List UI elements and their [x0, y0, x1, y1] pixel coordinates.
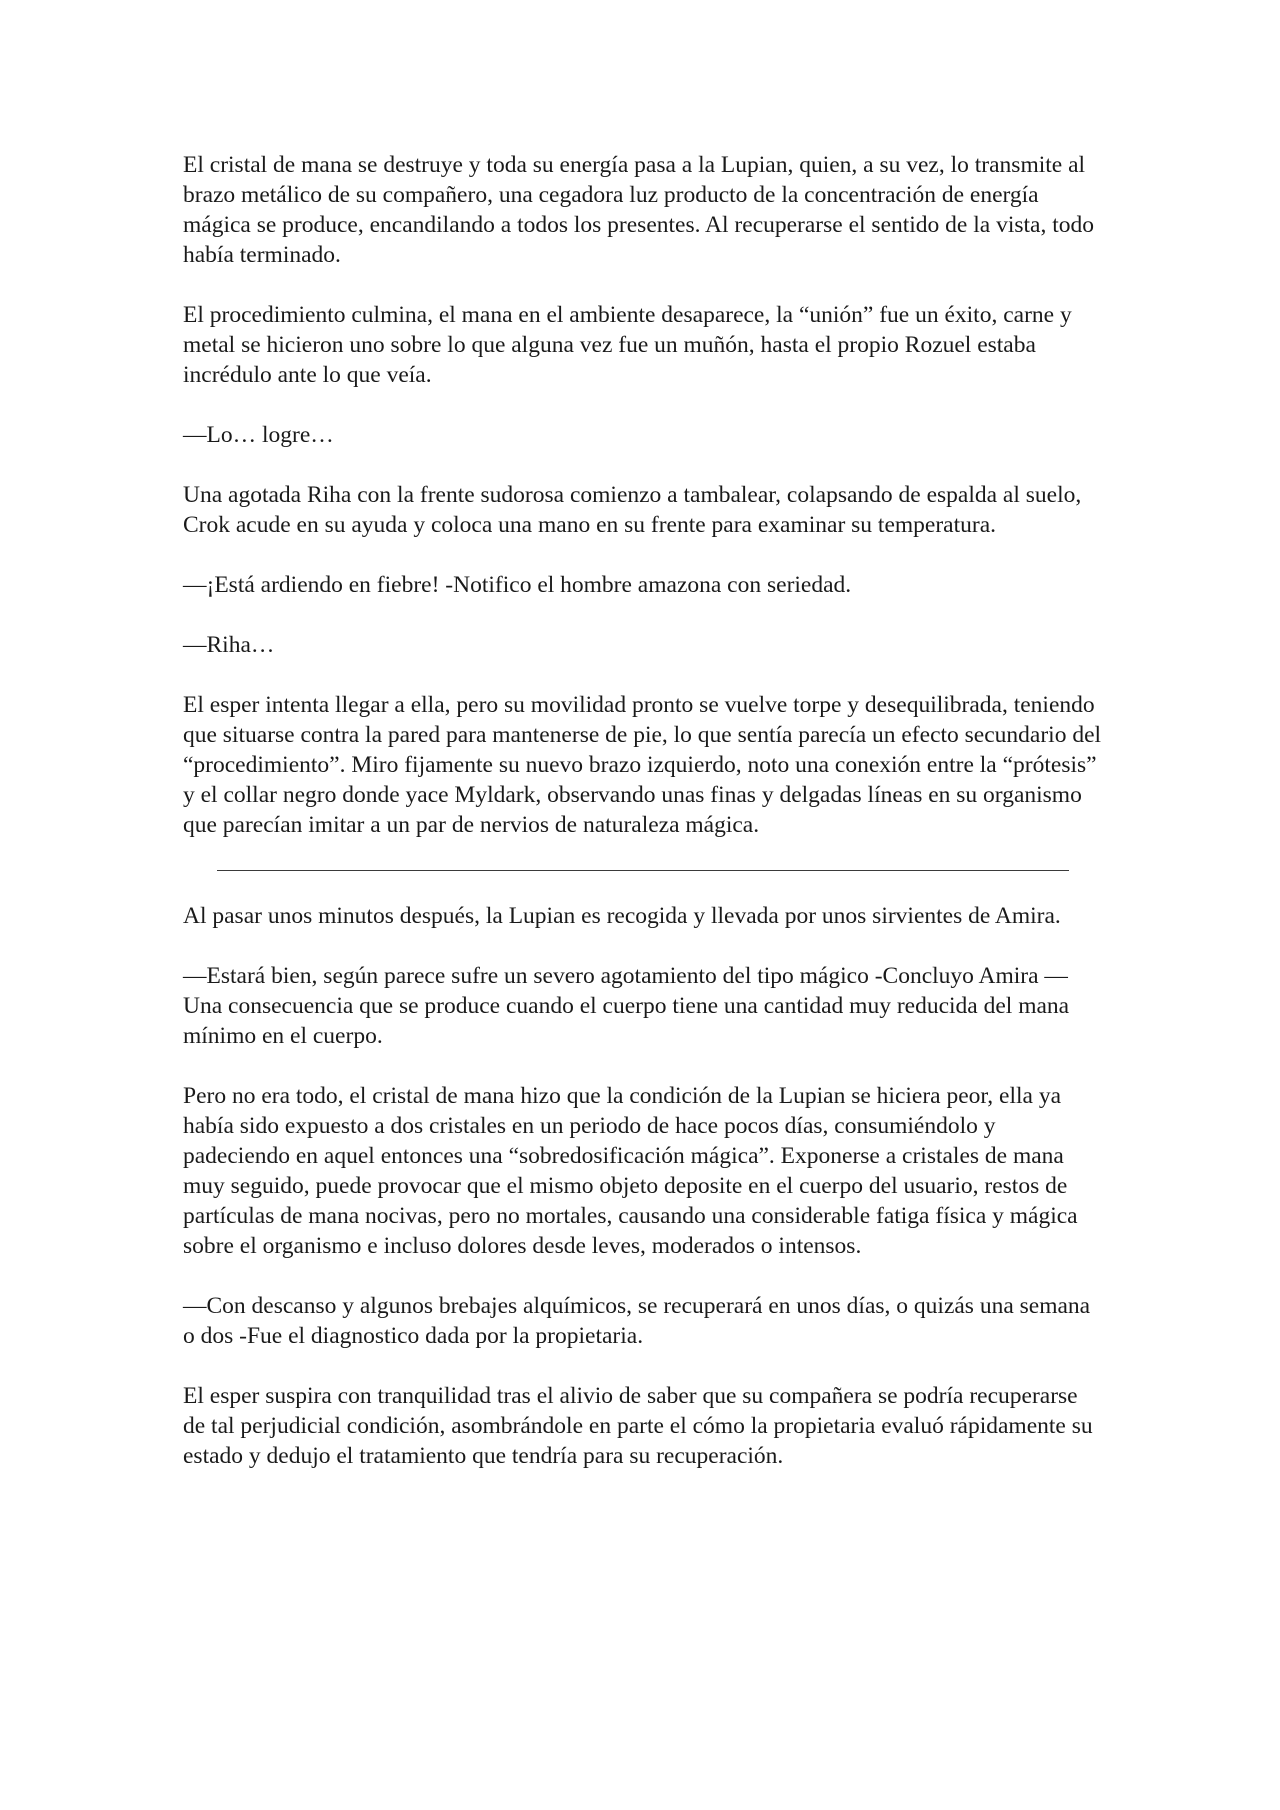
dialogue-line: —Lo… logre…	[183, 422, 334, 448]
document-body	[183, 150, 1103, 1501]
dialogue-line: —Riha…	[183, 632, 275, 658]
paragraph: Pero no era todo, el cristal de mana hizo que la condición de la Lupian se hiciera peor, ella ya había sido expuesto a dos cristales en un periodo de hace pocos días, consumiéndolo y padeciendo en aquel entonces una “sobredosificación mágica”. Exponerse a cristales de mana muy seguido, puede provocar que el mismo objeto deposite en el cuerpo del usuario, restos de partículas de mana nocivas, pero no mortales, causando una considerable fatiga física y mágica sobre el organismo e incluso dolores desde leves, moderados o intensos.	[183, 1083, 1078, 1259]
paragraph: El esper suspira con tranquilidad tras el alivio de saber que su compañera se podría recuperarse de tal perjudicial condición, asombrándole en parte el cómo la propietaria evaluó rápidamente su estado y dedujo el tratamiento que tendría para su recuperación.	[183, 1383, 1093, 1469]
paragraph: Al pasar unos minutos después, la Lupian es recogida y llevada por unos sirvientes de Amira.	[183, 903, 1061, 929]
paragraph: Una agotada Riha con la frente sudorosa comienzo a tambalear, colapsando de espalda al suelo, Crok acude en su ayuda y coloca una mano en su frente para examinar su temperatura.	[183, 482, 1082, 538]
dialogue-line: —Con descanso y algunos brebajes alquímicos, se recuperará en unos días, o quizás una semana o dos -Fue el diagnostico dada por la propietaria.	[183, 1293, 1091, 1349]
paragraph: El cristal de mana se destruye y toda su energía pasa a la Lupian, quien, a su vez, lo transmite al brazo metálico de su compañero, una cegadora luz producto de la concentración de energía mágica se produce, encandilando a todos los presentes. Al recuperarse el sentido de la vista, todo había terminado.	[183, 152, 1094, 268]
paragraph: El esper intenta llegar a ella, pero su movilidad pronto se vuelve torpe y desequilibrada, teniendo que situarse contra la pared para mantenerse de pie, lo que sentía parecía un efecto secundario del “procedimiento”. Miro fijamente su nuevo brazo izquierdo, noto una conexión entre la “prótesis” y el collar negro donde yace Myldark, observando unas finas y delgadas líneas en su organismo que parecían imitar a un par de nervios de naturaleza mágica.	[183, 692, 1102, 838]
dialogue-line: —¡Está ardiendo en fiebre! -Notifico el hombre amazona con seriedad.	[183, 572, 852, 598]
paragraph: El procedimiento culmina, el mana en el ambiente desaparece, la “unión” fue un éxito, carne y metal se hicieron uno sobre lo que alguna vez fue un muñón, hasta el propio Rozuel estaba incrédulo ante lo que veía.	[183, 302, 1072, 388]
section-divider	[217, 870, 1069, 871]
dialogue-line: —Estará bien, según parece sufre un severo agotamiento del tipo mágico -Concluyo Amira —Una consecuencia que se produce cuando el cuerpo tiene una cantidad muy reducida del mana mínimo en el cuerpo.	[183, 963, 1070, 1049]
